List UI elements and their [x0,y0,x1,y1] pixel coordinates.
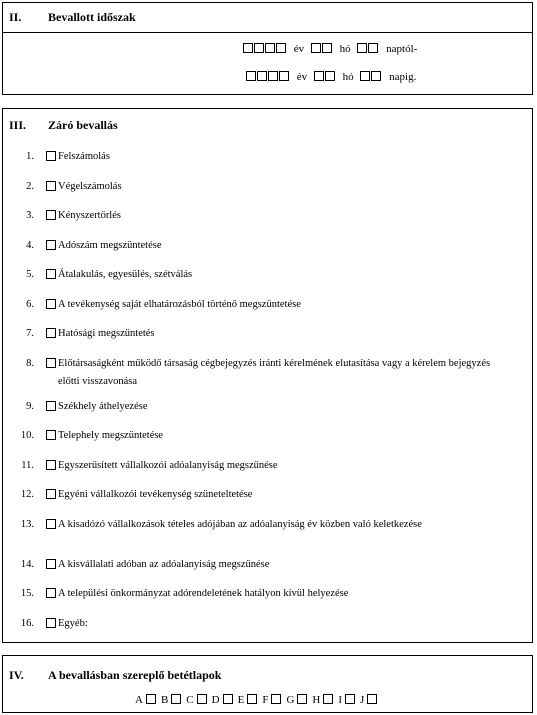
attachment-option [262,694,281,706]
item-label: Felszámolás [58,151,110,162]
item-label: Székhely áthelyezése [58,401,148,412]
section-2-title: Bevallott időszak [48,10,136,24]
item-checkbox[interactable] [46,299,56,309]
attachment-checkbox[interactable] [247,694,257,704]
attachment-letter: A [135,694,143,706]
section-2-header [3,3,532,33]
item-number: 4. [26,240,34,251]
section-3-header [3,109,532,139]
section-4-header [3,656,532,686]
item-checkbox[interactable] [46,588,56,598]
item-checkbox[interactable] [46,460,56,470]
attachment-letter: G [286,694,295,706]
item-checkbox[interactable] [46,430,56,440]
item-label: Végelszámolás [58,181,122,192]
attachment-option [212,694,233,706]
to-day-boxes[interactable] [360,71,382,83]
section-2-box [2,2,533,95]
attachment-letter: F [262,694,269,706]
attachment-checkbox[interactable] [223,694,233,704]
attachment-letter: B [160,694,169,706]
from-day-label: naptól- [386,43,418,55]
attachment-option [312,694,333,706]
attachment-option [186,694,206,706]
item-number: 13. [20,519,34,530]
item-checkbox[interactable] [46,328,56,338]
attachment-checkbox[interactable] [367,694,377,704]
item-checkbox[interactable] [46,181,56,191]
attachment-letter: D [211,694,220,706]
from-month-boxes[interactable] [311,43,333,55]
item-label: A települési önkormányzat adórendeletének hatályon kívül helyezése [58,588,349,599]
item-number: 8. [26,358,34,369]
attachment-option [238,694,258,706]
from-year-boxes[interactable] [243,43,287,55]
to-year-label: év [296,71,308,83]
attachment-option [286,694,307,706]
from-day-boxes[interactable] [357,43,379,55]
attachment-sheets-row [3,694,532,706]
attachment-checkbox[interactable] [271,694,281,704]
item-number: 3. [26,210,34,221]
item-number: 1. [26,151,34,162]
item-checkbox[interactable] [46,618,56,628]
section-4-box [2,655,533,713]
item-checkbox[interactable] [46,210,56,220]
item-checkbox[interactable] [46,519,56,529]
item-label: Adószám megszüntetése [58,240,162,251]
attachment-checkbox[interactable] [323,694,333,704]
attachment-checkbox[interactable] [146,694,156,704]
item-number: 5. [26,269,34,280]
item-checkbox[interactable] [46,401,56,411]
to-year-boxes[interactable] [246,71,290,83]
item-checkbox[interactable] [46,358,56,368]
attachment-option [161,694,181,706]
item-number: 16. [20,618,34,629]
to-month-label: hó [342,71,354,83]
item-number: 7. [26,328,34,339]
item-number: 2. [26,181,34,192]
attachment-letter: J [360,694,365,706]
item-label: Kényszertörlés [58,210,121,221]
item-number: 6. [26,299,34,310]
item-number: 15. [20,588,34,599]
section-4-title: A bevallásban szereplő betétlapok [48,668,222,682]
attachment-checkbox[interactable] [297,694,307,704]
item-label: A kisadózó vállalkozások tételes adójában az adóalanyiság év közben való keletkezése [58,519,422,530]
to-month-boxes[interactable] [314,71,336,83]
item-label: A kisvállalati adóban az adóalanyiság megszűnése [58,559,270,570]
item-checkbox[interactable] [46,489,56,499]
attachment-option [360,694,377,706]
item-checkbox[interactable] [46,240,56,250]
section-2-number: II. [9,10,22,24]
attachment-letter: I [338,694,343,706]
item-label: Egyéb: [58,618,88,629]
item-label: Egyéni vállalkozói tevékenység szüneteltetése [58,489,253,500]
item-label: Telephely megszüntetése [58,430,164,441]
to-day-label: napig. [389,71,417,83]
item-number: 12. [20,489,34,500]
item-label: Átalakulás, egyesülés, szétválás [58,269,193,280]
section-3-number: III. [9,118,27,132]
item-checkbox[interactable] [46,269,56,279]
item-number: 11. [21,460,34,471]
attachment-option [338,694,355,706]
attachment-checkbox[interactable] [171,694,181,704]
attachment-letter: C [186,694,194,706]
attachment-checkbox[interactable] [197,694,207,704]
item-number: 10. [20,430,34,441]
attachment-checkbox[interactable] [345,694,355,704]
item-label: Egyszerűsített vállalkozói adóalanyiság megszűnése [58,460,278,471]
attachment-letter: H [312,694,321,706]
attachment-letter: E [237,694,245,706]
from-month-label: hó [339,43,351,55]
section-4-number: IV. [9,668,24,682]
section-3-box [2,108,533,643]
item-checkbox[interactable] [46,151,56,161]
item-number: 9. [26,401,34,412]
item-label: A tevékenység saját elhatározásból történő megszüntetése [58,299,301,310]
item-number: 14. [20,559,34,570]
from-year-label: év [293,43,305,55]
attachment-option [135,694,156,706]
item-label: Hatósági megszüntetés [58,328,155,339]
section-3-title: Záró bevallás [48,118,118,132]
item-label: Előtársaságként működő társaság cégbejegyzés iránti kérelmének elutasítása vagy a kérelem bejegyzés előtti visszavonása [58,358,491,387]
item-checkbox[interactable] [46,559,56,569]
